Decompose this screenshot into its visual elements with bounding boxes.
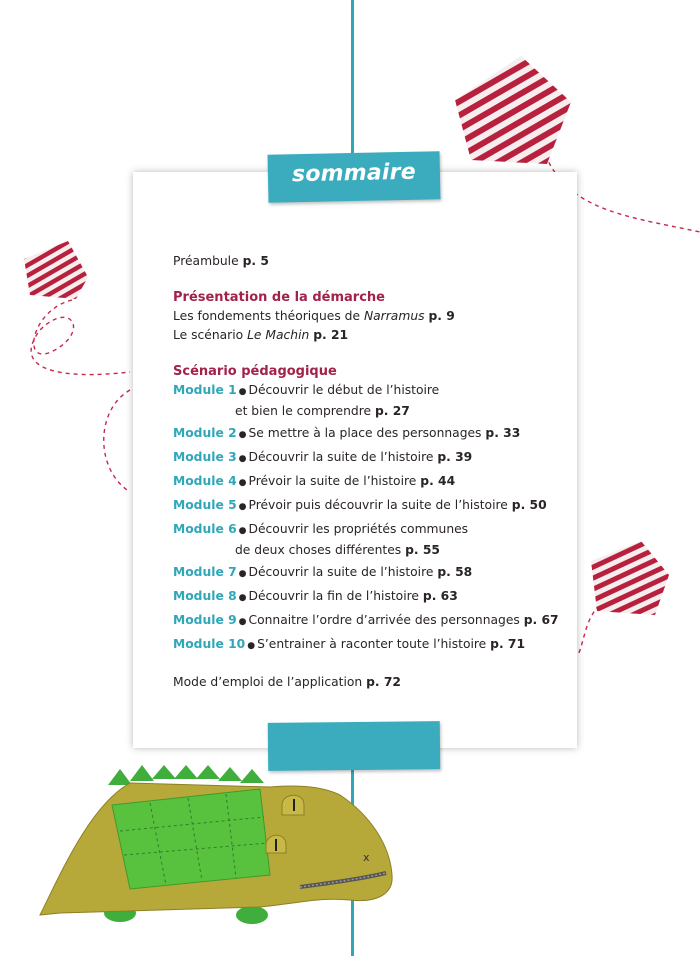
striped-fabric-patch-icon: [443, 52, 583, 172]
toc-module-10[interactable]: [173, 635, 573, 656]
striped-fabric-patch-right-icon: [585, 535, 685, 625]
entry-label: Préambule: [173, 254, 239, 268]
toc-module-9[interactable]: [173, 611, 573, 632]
toc-module-2[interactable]: [173, 424, 573, 445]
module-text: Découvrir les propriétés communes: [248, 522, 469, 536]
bullet-icon: ●: [238, 617, 247, 627]
toc-module-1[interactable]: [173, 381, 573, 402]
table-of-contents: [173, 252, 573, 692]
module-text: Découvrir le début de l’histoire: [248, 383, 440, 397]
section-heading-scenario-pedagogique: Scénario pédagogique: [173, 364, 337, 379]
module-text: Connaitre l’ordre d’arrivée des personnages: [248, 613, 520, 627]
module-text: S’entrainer à raconter toute l’histoire: [257, 637, 487, 651]
crocodile-illustration-icon: [20, 765, 420, 950]
module-page: p. 58: [437, 565, 473, 579]
module-text: Se mettre à la place des personnages: [248, 426, 482, 440]
module-text: Découvrir la fin de l’histoire: [248, 589, 419, 603]
bullet-icon: ●: [247, 641, 256, 651]
module-page: p. 39: [437, 450, 473, 464]
toc-module-1-continued[interactable]: [173, 402, 573, 421]
module-label: Module 1: [173, 383, 237, 397]
module-page: p. 44: [420, 474, 456, 488]
entry-label: Les fondements théoriques de: [173, 309, 364, 323]
entry-page: p. 72: [366, 675, 401, 689]
entry-italic: Narramus: [363, 309, 425, 323]
toc-module-6-continued[interactable]: [173, 541, 573, 560]
module-text: Prévoir puis découvrir la suite de l’histoire: [248, 498, 508, 512]
toc-module-7[interactable]: [173, 563, 573, 584]
bullet-icon: ●: [238, 593, 247, 603]
bullet-icon: ●: [238, 478, 247, 488]
toc-entry-mode-emploi[interactable]: [173, 673, 573, 692]
module-label: Module 7: [173, 565, 237, 579]
svg-text:x: x: [363, 851, 370, 864]
module-page: p. 55: [405, 543, 440, 557]
toc-entry-fondements[interactable]: [173, 307, 573, 326]
bullet-icon: ●: [238, 454, 247, 464]
module-page: p. 50: [511, 498, 547, 512]
toc-module-5[interactable]: [173, 496, 573, 517]
entry-italic: Le Machin: [247, 328, 310, 342]
module-page: p. 27: [374, 404, 410, 418]
toc-entry-scenario[interactable]: [173, 326, 573, 345]
module-page: p. 33: [485, 426, 521, 440]
bullet-icon: ●: [238, 526, 247, 536]
module-label: Module 10: [173, 637, 246, 651]
toc-entry-preamble[interactable]: [173, 252, 573, 271]
striped-fabric-patch-small-icon: [18, 237, 98, 307]
module-label: Module 2: [173, 426, 237, 440]
bullet-icon: ●: [238, 387, 247, 397]
toc-module-6[interactable]: [173, 520, 573, 541]
module-label: Module 9: [173, 613, 237, 627]
module-page: p. 67: [523, 613, 559, 627]
toc-module-4[interactable]: [173, 472, 573, 493]
entry-page: p. 9: [428, 309, 455, 323]
module-text: Prévoir la suite de l’histoire: [248, 474, 417, 488]
toc-module-8[interactable]: [173, 587, 573, 608]
module-label: Module 8: [173, 589, 237, 603]
bullet-icon: ●: [238, 569, 247, 579]
module-label: Module 4: [173, 474, 237, 488]
toc-module-3[interactable]: [173, 448, 573, 469]
module-text: de deux choses différentes: [235, 543, 402, 557]
module-label: Module 3: [173, 450, 237, 464]
bullet-icon: ●: [238, 502, 247, 512]
module-label: Module 6: [173, 522, 237, 536]
module-label: Module 5: [173, 498, 237, 512]
entry-page: p. 5: [242, 254, 269, 268]
bottom-tab: [268, 721, 440, 771]
title-tab: [268, 151, 441, 203]
entry-label: Le scénario: [173, 328, 248, 342]
entry-page: p. 21: [313, 328, 349, 342]
bullet-icon: ●: [238, 430, 247, 440]
module-text: Découvrir la suite de l’histoire: [248, 450, 434, 464]
module-page: p. 71: [490, 637, 526, 651]
page-title: sommaire: [291, 159, 417, 188]
section-heading-demarche: Présentation de la démarche: [173, 290, 385, 305]
module-text: Découvrir la suite de l’histoire: [248, 565, 434, 579]
module-text: et bien le comprendre: [235, 404, 372, 418]
entry-label: Mode d’emploi de l’application: [173, 675, 363, 689]
module-page: p. 63: [422, 589, 458, 603]
